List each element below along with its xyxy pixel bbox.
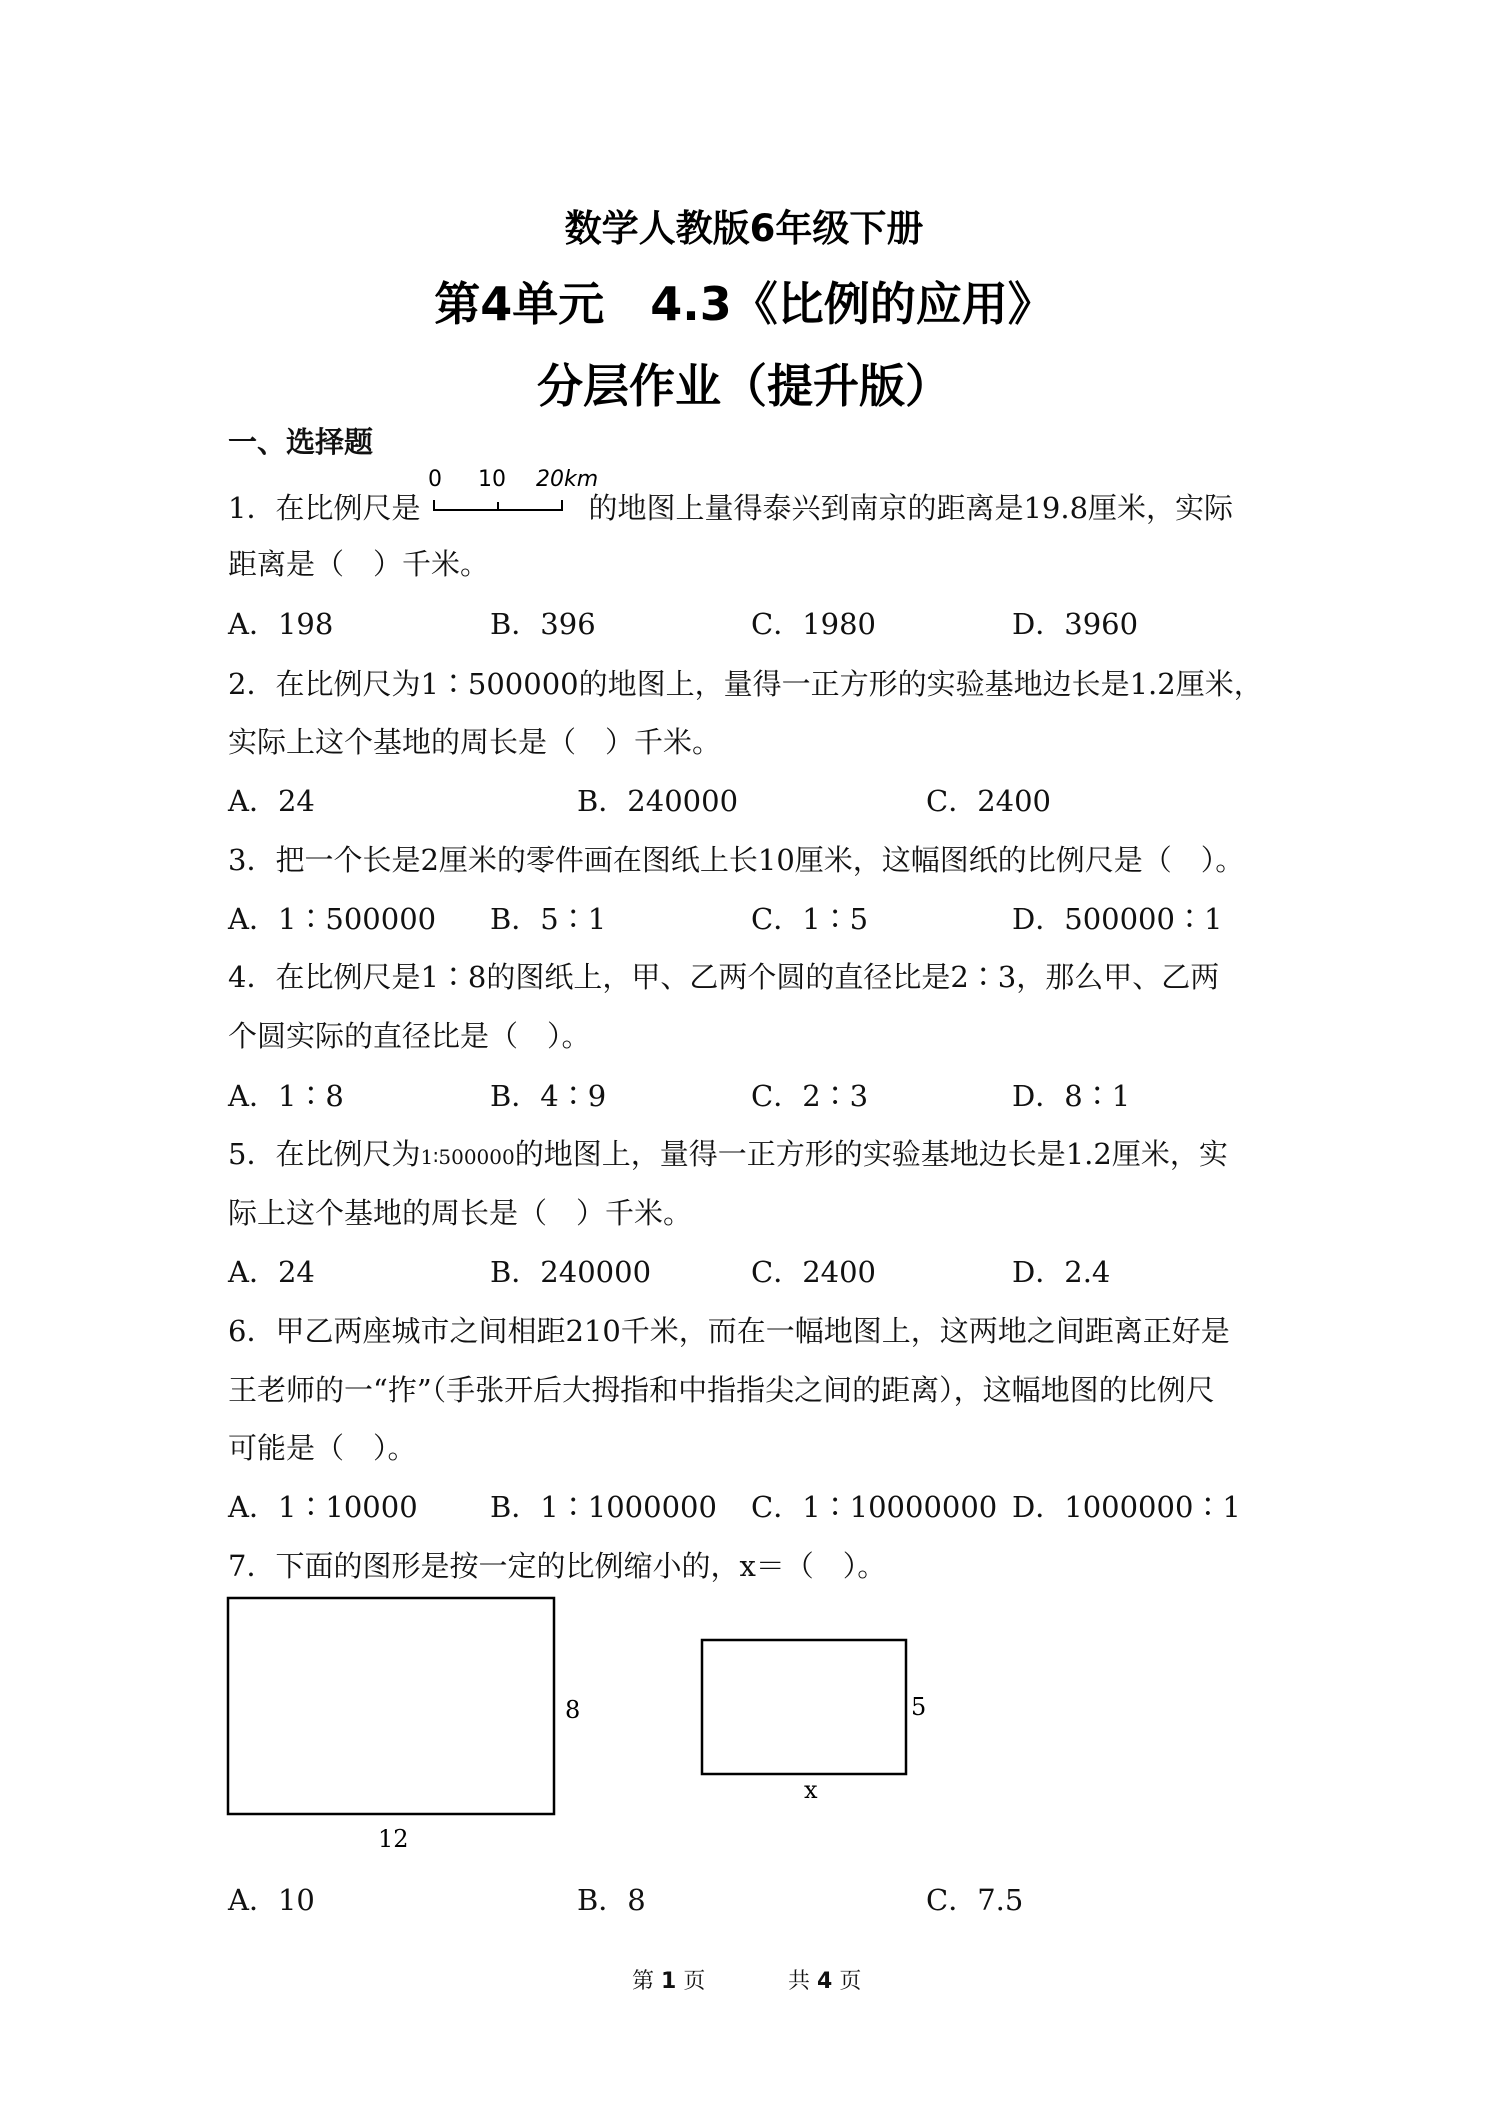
question-2-option-b[interactable]: B．240000 [577,784,739,818]
footer-total-count: 4 [817,1969,833,1994]
question-6-line-2: 王老师的一“拃”（手张开后大拇指和中指指尖之间的距离），这幅地图的比例尺 [228,1373,1215,1407]
question-5-ratio: 1∶500000 [420,1145,515,1169]
question-3-option-d[interactable]: D．500000∶1 [1012,902,1223,936]
document-title: 数学人教版6年级下册 [564,207,924,250]
footer-total-prefix: 共 [788,1969,811,1994]
question-6-option-a[interactable]: A．1∶10000 [228,1490,418,1524]
small-rectangle [702,1640,906,1774]
question-6-line-1: 6．甲乙两座城市之间相距210千米，而在一幅地图上，这两地之间距离正好是 [228,1314,1230,1348]
question-5-line-1 [228,1136,1228,1175]
question-5-text-pre: 5．在比例尺为 [228,1137,421,1171]
question-7-option-c[interactable]: C．7.5 [926,1883,1024,1917]
scale-bar-label-0: 0 [428,467,442,492]
footer-total-pages [788,1964,861,1995]
question-7-option-a[interactable]: A．10 [228,1883,315,1917]
question-3-option-b[interactable]: B．5∶1 [490,902,607,936]
question-1-text-pre: 1．在比例尺是 [228,491,421,525]
question-7-option-b[interactable]: B．8 [577,1883,646,1917]
question-2-line-2: 实际上这个基地的周长是（ ）千米。 [228,725,722,759]
question-6-option-b[interactable]: B．1∶1000000 [490,1490,717,1524]
large-rectangle-width-label: 12 [378,1825,409,1853]
question-1-option-d[interactable]: D．3960 [1012,607,1139,641]
question-3-option-a[interactable]: A．1∶500000 [228,902,437,936]
scale-bar-label-10: 10 [478,467,506,492]
question-5-text-post: 的地图上，量得一正方形的实验基地边长是1.2厘米，实 [514,1137,1228,1171]
rectangles-figure [220,1590,927,1853]
question-4-line-1: 4．在比例尺是1∶8的图纸上，甲、乙两个圆的直径比是2∶3，那么甲、乙两 [228,960,1220,994]
question-5-option-a[interactable]: A．24 [228,1255,315,1289]
question-2-option-c[interactable]: C．2400 [926,784,1051,818]
section-heading: 一、选择题 [228,425,374,459]
question-1-option-a[interactable]: A．198 [228,607,334,641]
question-3-line-1: 3．把一个长是2厘米的零件画在图纸上长10厘米，这幅图纸的比例尺是（ ）。 [228,843,1245,877]
footer-page-prefix: 第 [632,1969,655,1994]
large-rectangle [228,1598,554,1814]
scale-bar-figure [424,460,599,520]
small-rectangle-height-label: 5 [911,1693,927,1721]
unit-title: 第4单元 4.3《比例的应用》 [434,277,1054,331]
question-5-option-b[interactable]: B．240000 [490,1255,652,1289]
question-2-line-1: 2．在比例尺为1∶500000的地图上，量得一正方形的实验基地边长是1.2厘米， [228,667,1263,701]
question-4-option-a[interactable]: A．1∶8 [228,1079,344,1113]
footer-page-number [632,1964,705,1995]
worksheet-subtitle: 分层作业（提升版） [537,359,951,413]
question-5-option-c[interactable]: C．2400 [751,1255,876,1289]
question-1-line-1 [228,490,1233,526]
question-6-option-d[interactable]: D．1000000∶1 [1012,1490,1241,1524]
question-4-option-c[interactable]: C．2∶3 [751,1079,869,1113]
question-4-line-2: 个圆实际的直径比是（ ）。 [228,1019,591,1053]
scale-bar-label-20km: 20km [536,467,599,492]
footer-total-suffix: 页 [839,1969,862,1994]
footer-current-page: 1 [661,1969,677,1994]
footer-page-suffix: 页 [683,1969,706,1994]
question-6-option-c[interactable]: C．1∶10000000 [751,1490,998,1524]
question-4-option-b[interactable]: B．4∶9 [490,1079,607,1113]
question-1-option-b[interactable]: B．396 [490,607,596,641]
large-rectangle-height-label: 8 [565,1696,581,1724]
question-3-option-c[interactable]: C．1∶5 [751,902,869,936]
question-2-option-a[interactable]: A．24 [228,784,315,818]
question-1-text-post: 的地图上量得泰兴到南京的距离是19.8厘米，实际 [588,491,1234,525]
question-1-line-2: 距离是（ ）千米。 [228,547,490,581]
small-rectangle-width-label: x [804,1776,818,1804]
question-5-line-2: 际上这个基地的周长是（ ）千米。 [228,1196,693,1230]
question-4-option-d[interactable]: D．8∶1 [1012,1079,1131,1113]
question-7-line-1: 7．下面的图形是按一定的比例缩小的，x＝（ ）。 [228,1549,887,1583]
question-5-option-d[interactable]: D．2.4 [1012,1255,1111,1289]
question-6-line-3: 可能是（ ）。 [228,1431,417,1465]
question-1-option-c[interactable]: C．1980 [751,607,876,641]
